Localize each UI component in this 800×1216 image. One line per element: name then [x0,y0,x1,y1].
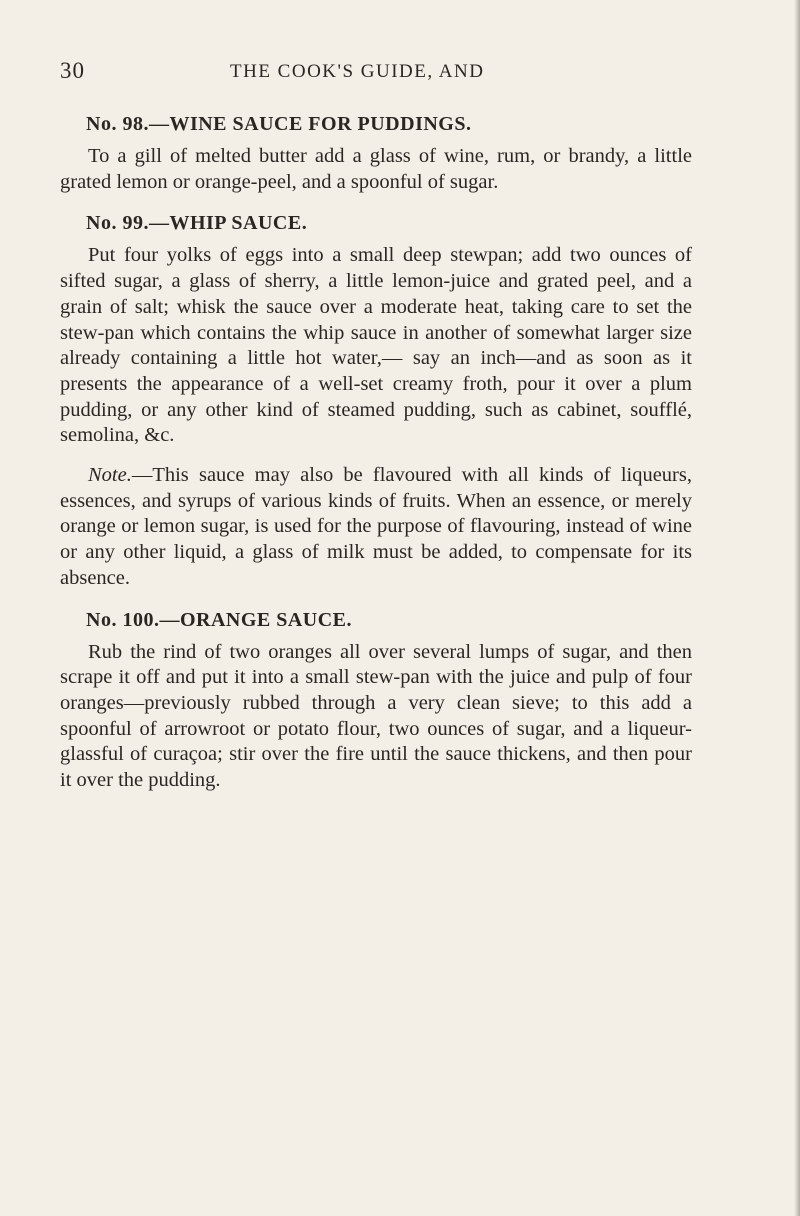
page-content [60,110,692,808]
recipe-title: No. 99.—WHIP SAUCE. [86,212,308,235]
recipe-body: Rub the rind of two oranges all over several lumps of sugar, and then scrape it off and put it into a small stew-pan with the juice and pulp of four oranges—previously rubbed through a very clean sieve; to this add a spoonful of arrowroot or potato flour, two ounces of sugar, and a liqueur-glassful of curaçoa; stir over the fire until the sauce thickens, and then pour it over the pudding. [60,640,692,792]
page-number: 30 [60,58,85,83]
recipe-whip-sauce [60,209,692,591]
running-head: THE COOK'S GUIDE, AND [230,61,485,82]
recipe-title: No. 98.—WINE SAUCE FOR PUDDINGS. [86,113,472,135]
note-text: —This sauce may also be flavoured with all kinds of liqueurs, essences, and syrups of various kinds of fruits. When an essence, or merely orange or lemon sugar, is used for the purpose of flavouring, instead of wine or any other liquid, a glass of milk must be added, to compensate for its absence. [60,464,692,589]
page-header [60,58,740,88]
recipe-note [60,463,692,592]
recipe-orange-sauce [60,606,692,794]
recipe-title: No. 100.—ORANGE SAUCE. [86,608,353,631]
recipe-body: To a gill of melted butter add a glass of wine, rum, or brandy, a little grated lemon or orange-peel, and a spoonful of sugar. [60,145,692,193]
note-label: Note. [88,464,132,487]
recipe-body: Put four yolks of eggs into a small deep stewpan; add two ounces of sifted sugar, a glass of sherry, a little lemon-juice and grated peel, and a grain of salt; whisk the sauce over a moderate heat, taking care to set the stew-pan which contains the whip sauce in another of somewhat larger size already containing a little hot water,— say an inch—and as soon as it presents the appearance of a well-set creamy froth, pour it over a plum pudding, or any other kind of steamed pudding, such as cabinet, soufflé, semolina, &c. [60,244,692,447]
page-edge [794,0,800,1216]
recipe-wine-sauce [60,110,692,195]
